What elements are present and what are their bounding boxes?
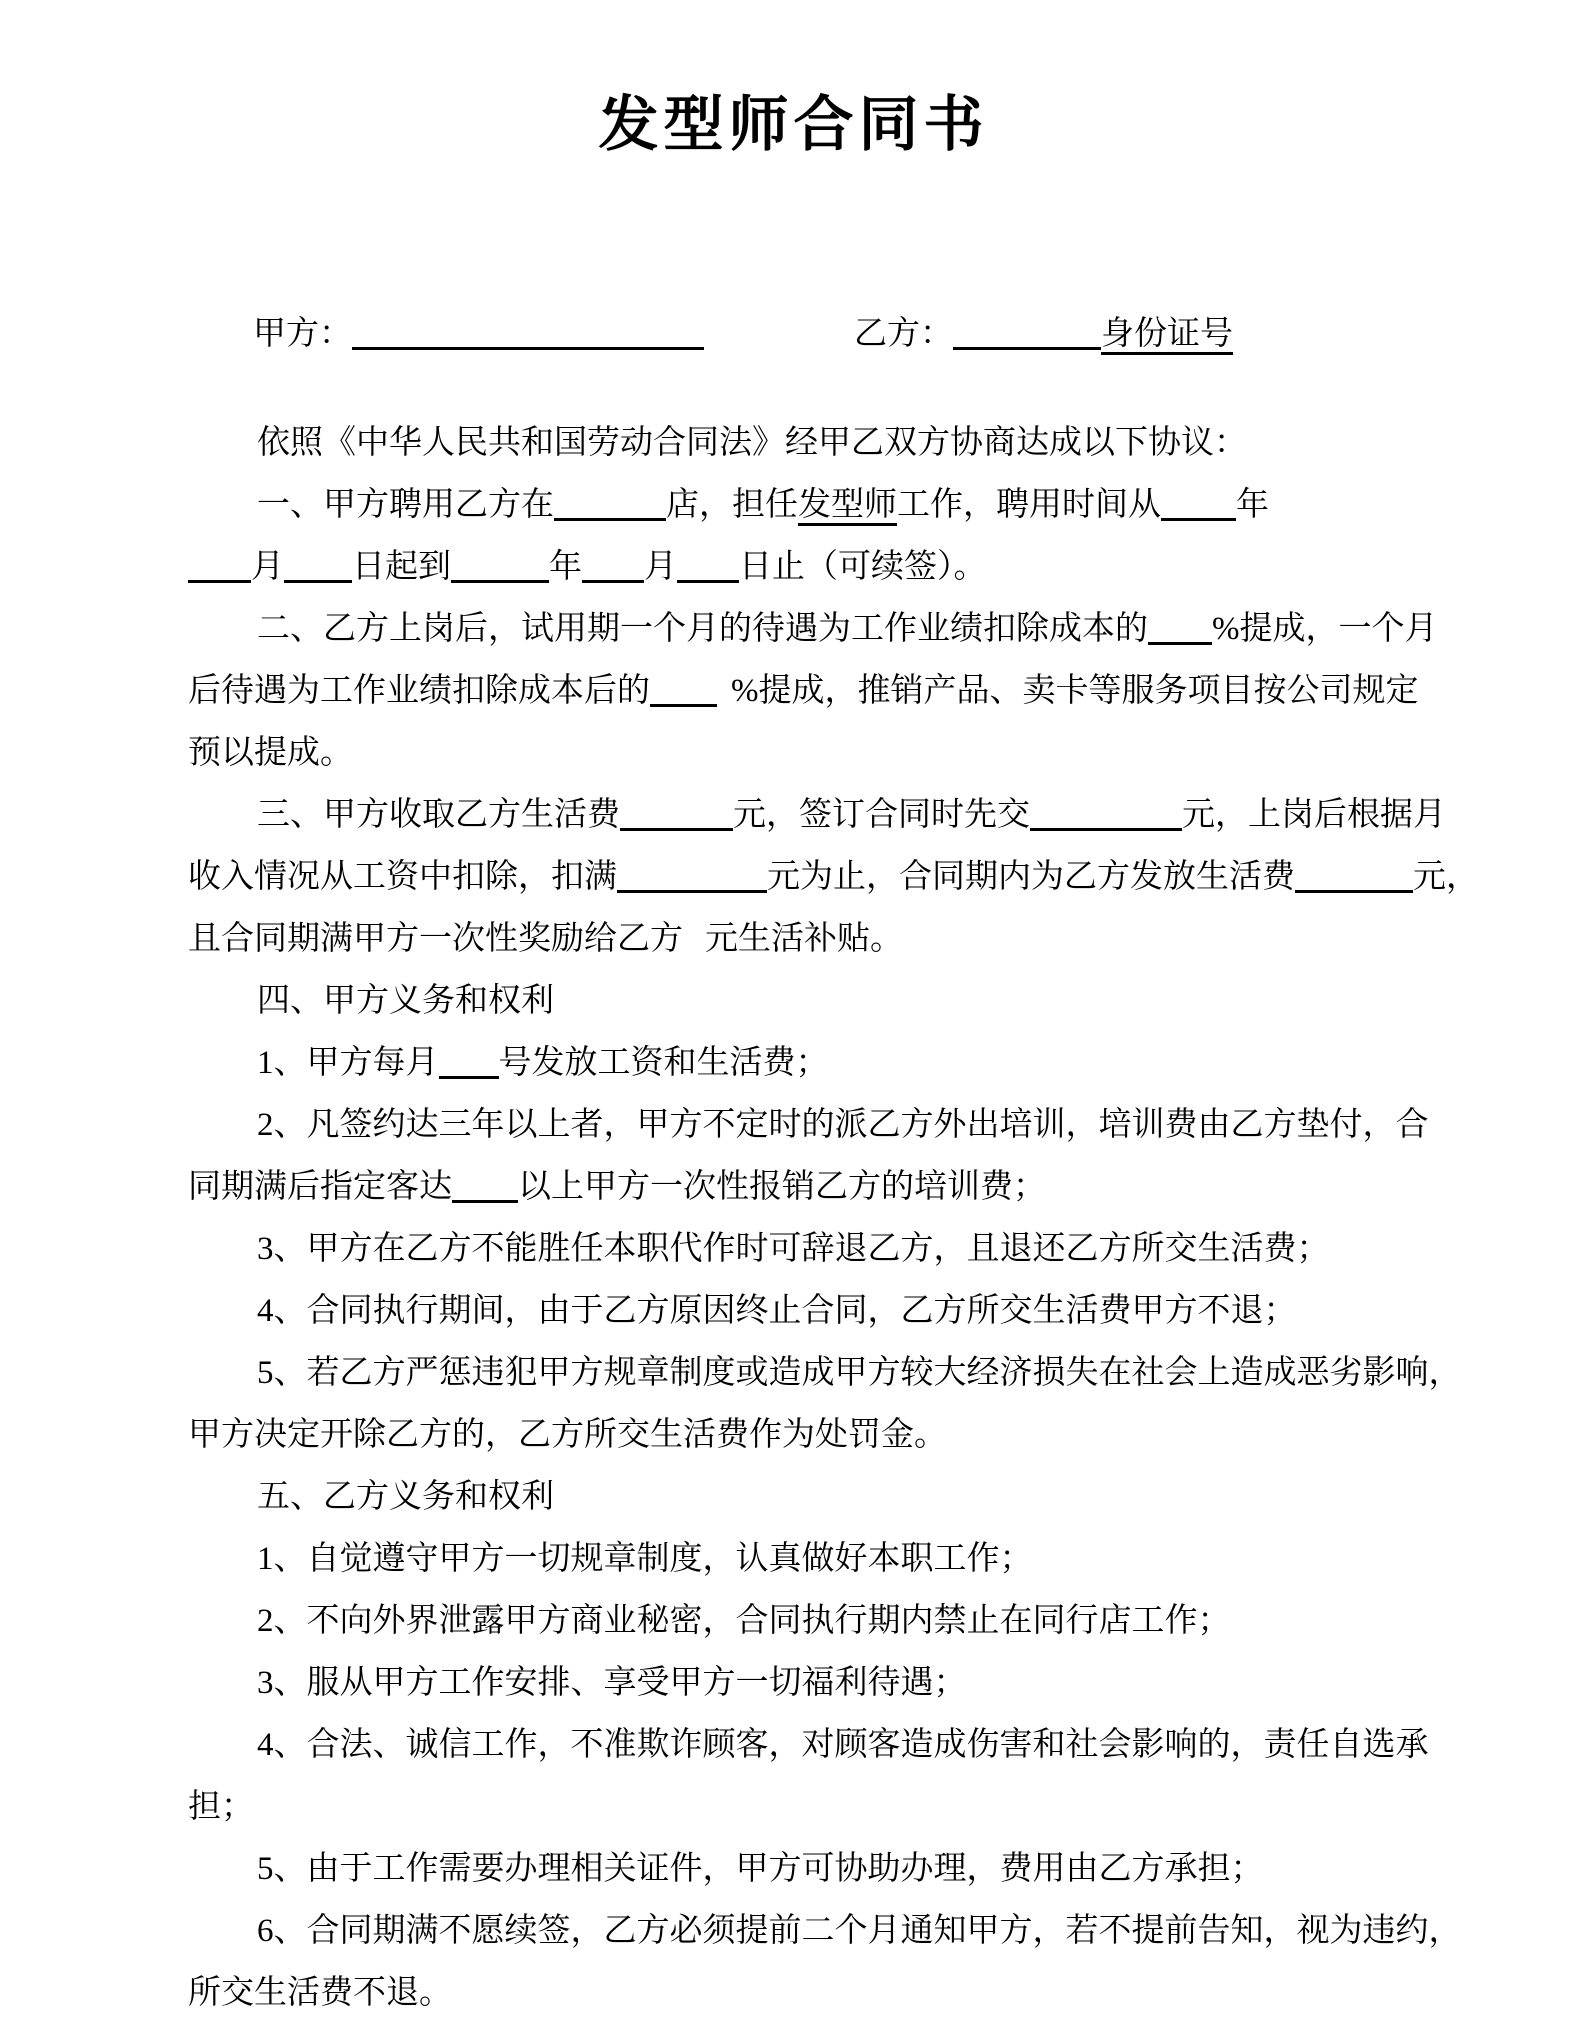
text-run: 1、自觉遵守甲方一切规章制度，认真做好本职工作； — [257, 1541, 1033, 1577]
text-run: 担； — [188, 1789, 254, 1825]
text-run: 3、服从甲方工作安排、享受甲方一切福利待遇； — [257, 1665, 967, 1701]
text-run: %提成，一个月 — [1212, 611, 1438, 647]
document-title: 发型师合同书 — [598, 92, 989, 158]
contract-line — [188, 1342, 1462, 1404]
text-run: 四、甲方义务和权利 — [257, 983, 554, 1019]
text-run: 元， — [1413, 859, 1479, 895]
text-run: 元为止，合同期内为乙方发放生活费 — [767, 859, 1295, 895]
blank-underline — [650, 692, 717, 707]
underlined-text: 身份证号 — [1101, 316, 1233, 355]
text-run: 5、若乙方严惩违犯甲方规章制度或造成甲方较大经济损失在社会上造成恶劣影响， — [257, 1355, 1462, 1391]
text-run: 二、乙方上岗后，试用期一个月的待遇为工作业绩扣除成本的 — [257, 611, 1148, 647]
text-run: 收入情况从工资中扣除，扣满 — [188, 859, 617, 895]
text-run: 以上甲方一次性报销乙方的培训费； — [518, 1169, 1046, 1205]
text-run: 且合同期满甲方一次性奖励给乙方 — [188, 921, 683, 957]
text-run: 月 — [251, 549, 284, 585]
text-run: 预以提成。 — [188, 735, 353, 771]
space-gap — [704, 343, 854, 344]
text-run: 3、甲方在乙方不能胜任本职代作时可辞退乙方，且退还乙方所交生活费； — [257, 1231, 1330, 1267]
text-run: 2、不向外界泄露甲方商业秘密，合同执行期内禁止在同行店工作； — [257, 1603, 1231, 1639]
text-run: 年 — [549, 549, 582, 585]
text-run: 五、乙方义务和权利 — [257, 1479, 554, 1515]
contract-line — [188, 1094, 1457, 1156]
contract-line — [188, 1156, 1457, 1218]
blank-underline — [451, 568, 549, 583]
contract-line — [188, 1590, 1457, 1652]
text-run: 店，担任 — [666, 487, 798, 523]
text-run: 4、合同执行期间，由于乙方原因终止合同，乙方所交生活费甲方不退； — [257, 1293, 1297, 1329]
text-run: 一、甲方聘用乙方在 — [257, 487, 554, 523]
contract-line — [188, 1404, 1457, 1466]
contract-line — [188, 1528, 1457, 1590]
contract-line — [188, 660, 1457, 722]
text-run: 同期满后指定客达 — [188, 1169, 452, 1205]
blank-underline — [1030, 816, 1182, 831]
text-run: 1、甲方每月 — [257, 1045, 439, 1081]
blank-underline — [352, 335, 704, 350]
blank-underline — [582, 568, 644, 583]
text-run: 4、合法、诚信工作，不准欺诈顾客，对顾客造成伤害和社会影响的，责任自选承 — [257, 1727, 1429, 1763]
contract-line — [188, 722, 1457, 784]
text-run: 年 — [1236, 487, 1269, 523]
text-run: 日起到 — [352, 549, 451, 585]
text-run: 所交生活费不退。 — [188, 1975, 452, 2011]
contract-line — [188, 1776, 1457, 1838]
blank-underline — [953, 335, 1101, 350]
contract-line — [188, 474, 1457, 536]
document-body — [0, 412, 1587, 2024]
text-run: 2、凡签约达三年以上者，甲方不定时的派乙方外出培训，培训费由乙方垫付，合 — [257, 1107, 1429, 1143]
blank-underline — [1148, 630, 1212, 645]
blank-underline — [620, 816, 733, 831]
blank-underline — [452, 1188, 518, 1203]
contract-line — [188, 536, 1457, 598]
blank-underline — [617, 878, 767, 893]
text-run: 6、合同期满不愿续签，乙方必须提前二个月通知甲方，若不提前告知，视为违约， — [257, 1913, 1462, 1949]
text-run: 月 — [644, 549, 677, 585]
contract-line — [188, 1280, 1457, 1342]
text-run: 工作，聘用时间从 — [897, 487, 1161, 523]
text-run: %提成，推销产品、卖卡等服务项目按公司规定 — [731, 673, 1419, 709]
text-run: 依照《中华人民共和国劳动合同法》经甲乙双方协商达成以下协议： — [257, 425, 1247, 461]
contract-line — [188, 1714, 1457, 1776]
blank-underline — [188, 568, 251, 583]
space-gap — [717, 700, 731, 701]
blank-underline — [1161, 506, 1236, 521]
blank-underline — [439, 1064, 499, 1079]
blank-underline — [677, 568, 739, 583]
contract-line — [188, 598, 1457, 660]
text-run: 5、由于工作需要办理相关证件，甲方可协助办理，费用由乙方承担； — [257, 1851, 1264, 1887]
text-run: 甲方决定开除乙方的，乙方所交生活费作为处罚金。 — [188, 1417, 947, 1453]
text-run: 甲方： — [253, 316, 352, 352]
parties-line — [253, 310, 1447, 358]
contract-line — [188, 412, 1457, 474]
text-run: 三、甲方收取乙方生活费 — [257, 797, 620, 833]
contract-line — [188, 1962, 1457, 2024]
contract-line — [188, 1652, 1457, 1714]
contract-line — [188, 908, 1457, 970]
contract-line — [188, 1900, 1462, 1962]
contract-line — [188, 1466, 1457, 1528]
blank-underline — [284, 568, 352, 583]
text-run: 元生活补贴。 — [705, 921, 903, 957]
contract-line — [188, 1032, 1457, 1094]
contract-line — [188, 1838, 1457, 1900]
contract-line — [188, 970, 1457, 1032]
text-run: 元，上岗后根据月 — [1182, 797, 1446, 833]
underlined-text: 发型师 — [798, 487, 897, 526]
contract-line — [188, 846, 1479, 908]
text-run: 日止（可续签）。 — [739, 549, 987, 585]
blank-underline — [1295, 878, 1413, 893]
text-run: 号发放工资和生活费； — [498, 1045, 829, 1081]
contract-line — [188, 784, 1457, 846]
text-run: 乙方： — [854, 316, 953, 352]
blank-underline — [554, 506, 666, 521]
contract-line — [188, 1218, 1457, 1280]
space-gap — [683, 948, 705, 949]
text-run: 元，签订合同时先交 — [733, 797, 1030, 833]
text-run: 后待遇为工作业绩扣除成本后的 — [188, 673, 650, 709]
